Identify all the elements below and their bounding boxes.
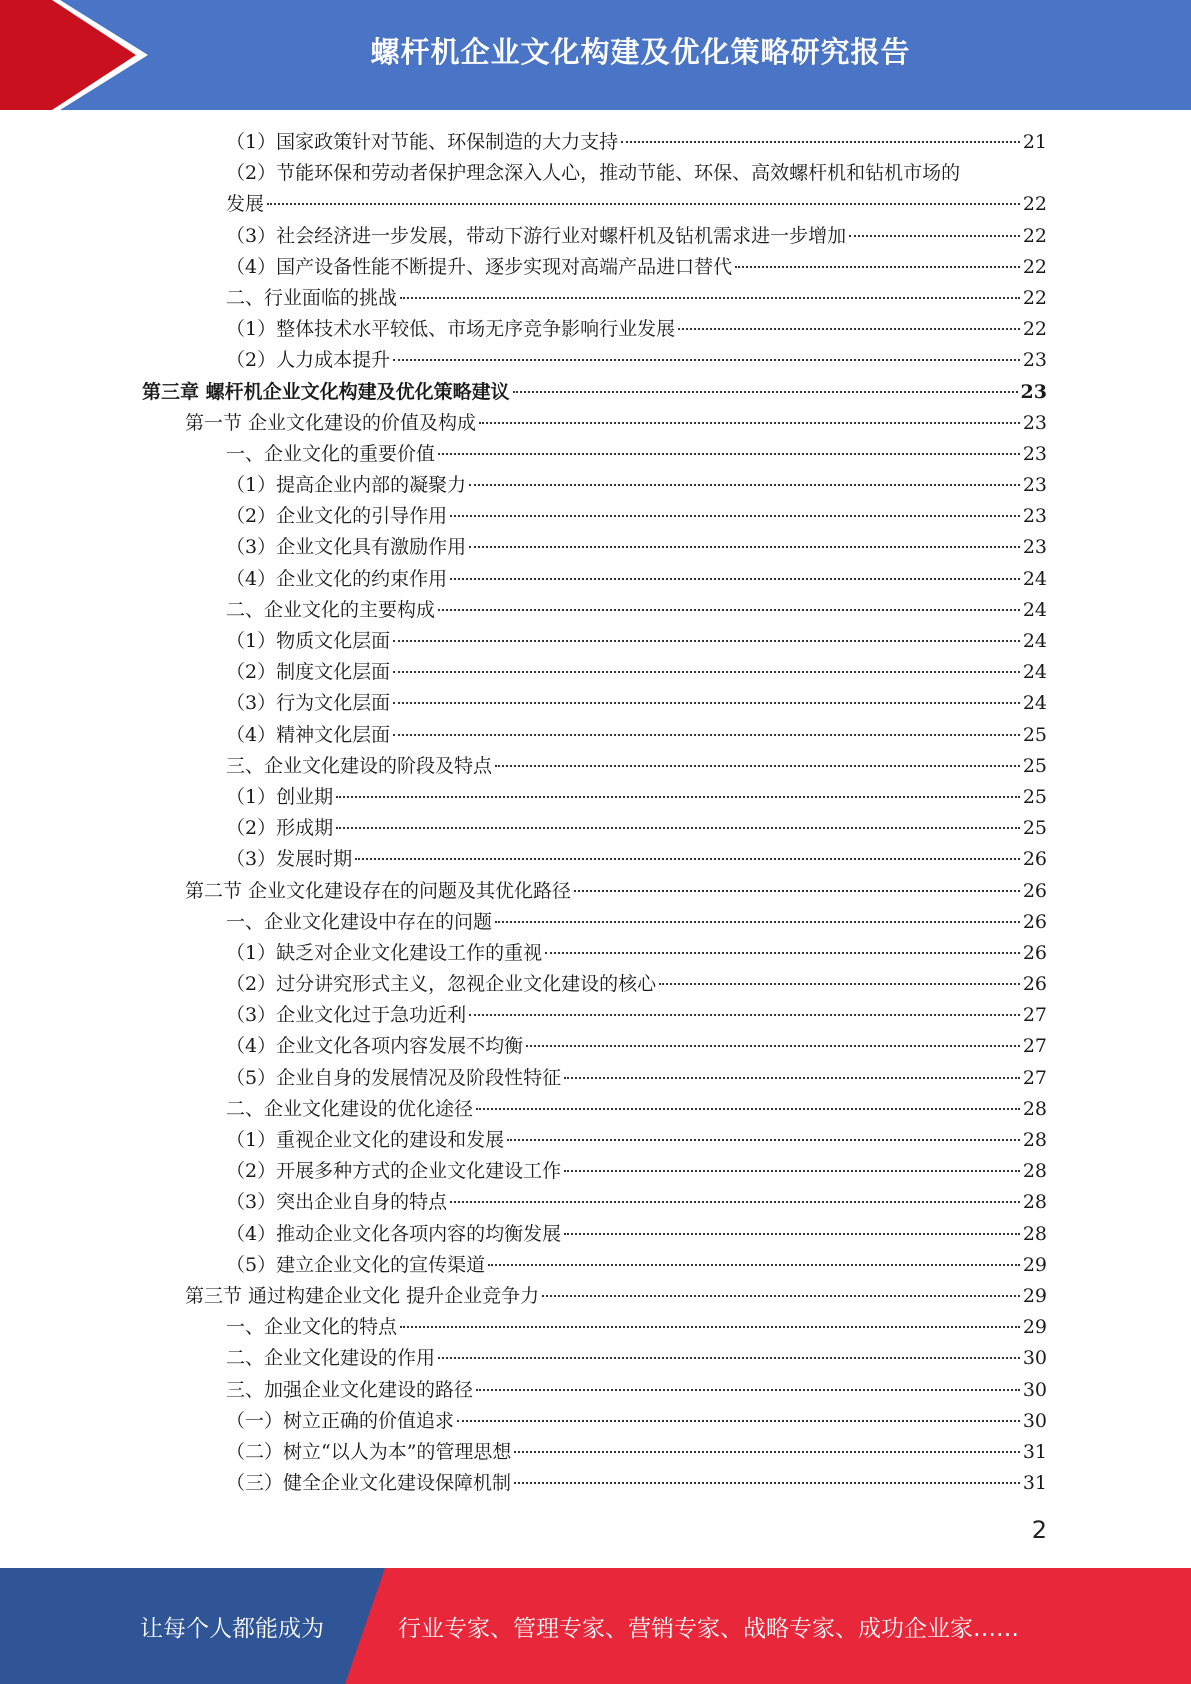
toc-entry-text: （1）缺乏对企业文化建设工作的重视 [226,941,543,964]
toc-dot-leader [438,1357,1020,1359]
toc-entry-text: 二、企业文化建设的作用 [226,1347,436,1370]
toc-page-number: 30 [1022,1378,1047,1401]
toc-entry-text: 二、企业文化的主要构成 [226,598,436,621]
toc-section-entry[interactable] [0,1281,1191,1312]
toc-dot-leader [393,702,1020,704]
toc-entry-text: （1）创业期 [226,785,334,808]
toc-dot-leader [514,1482,1020,1484]
toc-dot-leader [393,359,1020,361]
toc-page-number: 29 [1022,1316,1047,1339]
toc-page-number: 28 [1022,1129,1047,1152]
toc-entry[interactable] [0,595,1191,626]
toc-entry[interactable] [0,657,1191,688]
toc-entry-text: （5）企业自身的发展情况及阶段性特征 [226,1066,562,1089]
toc-entry[interactable] [0,1375,1191,1406]
page-number: 2 [1031,1516,1047,1544]
toc-entry[interactable] [0,907,1191,938]
toc-dot-leader [267,203,1020,205]
footer-slogan-left: 让每个人都能成为 [140,1615,324,1642]
toc-entry-text: 第一节 企业文化建设的价值及构成 [185,411,477,434]
toc-entry[interactable] [0,1000,1191,1031]
toc-dot-leader [336,796,1020,798]
toc-entry-text: （3）企业文化过于急功近利 [226,1004,467,1027]
toc-entry-text: （1）重视企业文化的建设和发展 [226,1129,505,1152]
toc-page-number: 28 [1022,1191,1047,1214]
toc-entry[interactable] [0,1250,1191,1281]
toc-entry-text: 二、行业面临的挑战 [226,286,398,309]
toc-entry[interactable] [0,501,1191,532]
toc-page-number: 22 [1022,255,1047,278]
toc-entry[interactable] [0,1187,1191,1218]
toc-dot-leader [469,546,1020,548]
toc-entry[interactable] [0,314,1191,345]
toc-entry-text: （2）制度文化层面 [226,661,391,684]
toc-dot-leader [564,1077,1020,1079]
toc-dot-leader [564,1170,1020,1172]
header-arrow-decoration [0,0,160,110]
toc-dot-leader [542,1295,1020,1297]
toc-page-number: 27 [1022,1066,1047,1089]
toc-entry[interactable] [0,782,1191,813]
toc-entry-text: （4）推动企业文化各项内容的均衡发展 [226,1222,562,1245]
toc-entry-text: （三）健全企业文化建设保障机制 [226,1472,512,1495]
toc-entry-text: （2）过分讲究形式主义，忽视企业文化建设的核心 [226,973,657,996]
toc-dot-leader [495,921,1020,923]
toc-page-number: 22 [1022,193,1047,216]
page-header [0,0,1191,110]
toc-page-number: 23 [1022,536,1047,559]
toc-page-number: 26 [1022,910,1047,933]
toc-entry-text: （2）人力成本提升 [226,349,391,372]
toc-dot-leader [735,266,1020,268]
toc-dot-leader [393,671,1020,673]
toc-entry-text: （4）企业文化的约束作用 [226,567,448,590]
toc-entry[interactable] [0,1063,1191,1094]
toc-dot-leader [621,141,1020,143]
toc-entry[interactable] [0,844,1191,875]
toc-page-number: 23 [1022,474,1047,497]
toc-page-number: 30 [1022,1409,1047,1432]
toc-entry[interactable] [0,813,1191,844]
toc-page-number: 27 [1022,1004,1047,1027]
toc-page-number: 23 [1020,380,1047,403]
toc-page-number: 25 [1022,785,1047,808]
toc-entry[interactable] [0,221,1191,252]
page-footer [0,1568,1191,1684]
toc-dot-leader [479,422,1020,424]
toc-dot-leader [450,515,1020,517]
toc-entry[interactable] [0,283,1191,314]
toc-dot-leader [393,640,1020,642]
toc-entry-text: （1）物质文化层面 [226,630,391,653]
toc-entry-text: （4）企业文化各项内容发展不均衡 [226,1035,524,1058]
toc-entry[interactable] [0,158,1191,220]
toc-page-number: 26 [1022,973,1047,996]
toc-entry-text: （1）提高企业内部的凝聚力 [226,474,467,497]
toc-page-number: 28 [1022,1160,1047,1183]
toc-entry-text: （4）精神文化层面 [226,723,391,746]
footer-slogan-right: 行业专家、管理专家、营销专家、战略专家、成功企业家…… [398,1615,1019,1642]
toc-page-number: 24 [1022,630,1047,653]
toc-entry[interactable] [0,470,1191,501]
toc-entry[interactable] [0,1219,1191,1250]
toc-entry-text: 第二节 企业文化建设存在的问题及其优化路径 [185,879,572,902]
toc-dot-leader [678,328,1020,330]
toc-dot-leader [393,734,1020,736]
toc-page-number: 28 [1022,1097,1047,1120]
toc-entry[interactable] [0,688,1191,719]
toc-page-number: 21 [1022,131,1047,153]
toc-dot-leader [438,609,1020,611]
toc-entry[interactable] [0,1156,1191,1187]
toc-page-number: 24 [1022,567,1047,590]
toc-dot-leader [513,391,1018,393]
toc-entry-text: （1）整体技术水平较低、市场无序竞争影响行业发展 [226,318,676,341]
toc-entry[interactable] [0,252,1191,283]
toc-entry-text: （一）树立正确的价值追求 [226,1409,455,1432]
toc-entry-text: （3）发展时期 [226,848,353,871]
toc-entry-text: （1）国家政策针对节能、环保制造的大力支持 [226,131,619,153]
toc-entry-text: （3）企业文化具有激励作用 [226,536,467,559]
toc-entry-text: （3）社会经济进一步发展，带动下游行业对螺杆机及钻机需求进一步增加 [226,224,847,247]
toc-page-number: 22 [1022,224,1047,247]
toc-entry[interactable] [0,938,1191,969]
toc-entry[interactable] [0,439,1191,470]
toc-page-number: 23 [1022,442,1047,465]
toc-dot-leader [849,235,1020,237]
toc-dot-leader [495,765,1020,767]
toc-dot-leader [450,578,1020,580]
toc-dot-leader [476,1389,1020,1391]
toc-entry-text: 二、企业文化建设的优化途径 [226,1097,474,1120]
toc-entry[interactable] [0,564,1191,595]
toc-page-number: 22 [1022,318,1047,341]
toc-entry[interactable] [0,1312,1191,1343]
toc-entry-text: （4）国产设备性能不断提升、逐步实现对高端产品进口替代 [226,255,733,278]
document-title: 螺杆机企业文化构建及优化策略研究报告 [370,34,911,69]
toc-dot-leader [545,952,1020,954]
toc-dot-leader [457,1420,1020,1422]
toc-dot-leader [514,1451,1019,1453]
toc-page-number: 31 [1022,1472,1047,1495]
toc-entry-text: 第三节 通过构建企业文化 提升企业竞争力 [185,1284,540,1307]
toc-dot-leader [469,484,1020,486]
toc-page-number: 31 [1022,1440,1047,1463]
toc-entry-text: （2）形成期 [226,817,334,840]
toc-dot-leader [488,1264,1020,1266]
toc-dot-leader [574,890,1020,892]
toc-entry[interactable] [0,1437,1191,1468]
toc-page-number: 30 [1022,1347,1047,1370]
toc-dot-leader [564,1233,1020,1235]
toc-page-number: 24 [1022,661,1047,684]
toc-dot-leader [526,1045,1020,1047]
toc-entry[interactable] [0,969,1191,1000]
toc-entry-text: （二）树立“以人为本”的管理思想 [226,1440,512,1463]
toc-page-number: 27 [1022,1035,1047,1058]
toc-entry-text-line1: （2）节能环保和劳动者保护理念深入人心，推动节能、环保、高效螺杆机和钻机市场的 [226,162,961,185]
toc-entry[interactable] [0,532,1191,563]
toc-dot-leader [450,1201,1020,1203]
toc-page-number: 23 [1022,505,1047,528]
toc-entry[interactable] [0,1468,1191,1499]
toc-page-number: 28 [1022,1222,1047,1245]
toc-page-number: 25 [1022,754,1047,777]
toc-dot-leader [659,983,1020,985]
toc-dot-leader [355,858,1020,860]
toc-page-number: 29 [1022,1253,1047,1276]
toc-entry[interactable] [0,1125,1191,1156]
toc-page-number: 26 [1022,848,1047,871]
toc-page-number: 29 [1022,1284,1047,1307]
toc-page-number: 23 [1022,349,1047,372]
toc-entry[interactable] [0,720,1191,751]
toc-entry[interactable] [0,1343,1191,1374]
toc-entry-text: 一、企业文化建设中存在的问题 [226,910,493,933]
toc-page-number: 25 [1022,723,1047,746]
table-of-contents [0,127,1191,1499]
toc-page-number: 26 [1022,879,1047,902]
toc-entry[interactable] [0,127,1191,158]
toc-entry-text: （5）建立企业文化的宣传渠道 [226,1253,486,1276]
toc-entry[interactable] [0,751,1191,782]
toc-dot-leader [476,1108,1020,1110]
toc-entry-text: （2）企业文化的引导作用 [226,505,448,528]
toc-entry-text: 一、企业文化的重要价值 [226,442,436,465]
toc-entry-text: 一、企业文化的特点 [226,1316,398,1339]
toc-page-number: 22 [1022,286,1047,309]
toc-page-number: 25 [1022,817,1047,840]
toc-chapter-entry[interactable] [0,377,1191,408]
toc-dot-leader [336,827,1020,829]
toc-dot-leader [469,1014,1020,1016]
toc-entry[interactable] [0,345,1191,376]
toc-entry-text: 三、企业文化建设的阶段及特点 [226,754,493,777]
toc-section-entry[interactable] [0,876,1191,907]
toc-entry[interactable] [0,626,1191,657]
toc-entry-text: （2）开展多种方式的企业文化建设工作 [226,1160,562,1183]
toc-dot-leader [400,297,1020,299]
toc-entry[interactable] [0,1094,1191,1125]
toc-entry-text: 发展 [226,193,265,216]
toc-section-entry[interactable] [0,408,1191,439]
toc-entry[interactable] [0,1406,1191,1437]
toc-dot-leader [400,1326,1020,1328]
toc-dot-leader [438,453,1020,455]
toc-page-number: 24 [1022,598,1047,621]
toc-page-number: 23 [1022,411,1047,434]
toc-entry-text: 三、加强企业文化建设的路径 [226,1378,474,1401]
toc-entry-text: 第三章 螺杆机企业文化构建及优化策略建议 [142,380,510,403]
toc-dot-leader [507,1139,1020,1141]
toc-entry-text: （3）行为文化层面 [226,692,391,715]
toc-page-number: 26 [1022,941,1047,964]
toc-page-number: 24 [1022,692,1047,715]
toc-entry-text: （3）突出企业自身的特点 [226,1191,448,1214]
toc-entry[interactable] [0,1031,1191,1062]
